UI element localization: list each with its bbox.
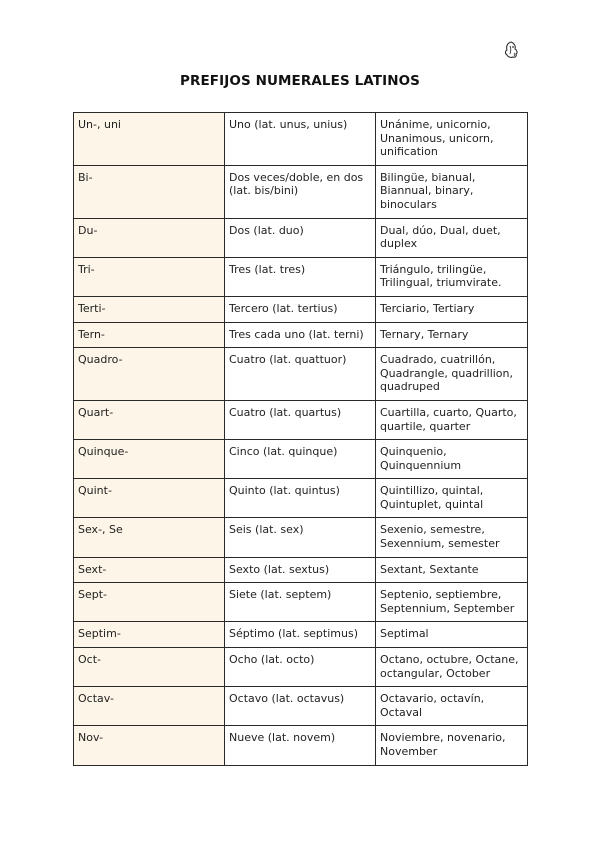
page-title: PREFIJOS NUMERALES LATINOS (179, 73, 421, 89)
meaning-cell: Cinco (lat. quinque) (225, 440, 376, 479)
meaning-cell: Tercero (lat. tertius) (225, 296, 376, 322)
table-row (74, 622, 528, 648)
examples-cell: Triángulo, trilingüe, Trilingual, triumvirate. (376, 257, 528, 296)
prefix-cell: Sept- (74, 583, 225, 622)
table-row (74, 113, 528, 166)
prefix-cell: Quart- (74, 400, 225, 439)
table-body (74, 113, 528, 766)
meaning-cell: Seis (lat. sex) (225, 518, 376, 557)
table-row (74, 518, 528, 557)
examples-cell: Terciario, Tertiary (376, 296, 528, 322)
meaning-cell: Cuatro (lat. quartus) (225, 400, 376, 439)
table-row (74, 400, 528, 439)
examples-cell: Octano, octubre, Octane, octangular, October (376, 648, 528, 687)
examples-cell: Septimal (376, 622, 528, 648)
table-row (74, 583, 528, 622)
meaning-cell: Siete (lat. septem) (225, 583, 376, 622)
table-row (74, 648, 528, 687)
examples-cell: Bilingüe, bianual, Biannual, binary, binoculars (376, 165, 528, 218)
examples-cell: Dual, dúo, Dual, duet, duplex (376, 218, 528, 257)
examples-cell: Quinquenio, Quinquennium (376, 440, 528, 479)
prefix-cell: Octav- (74, 687, 225, 726)
table-row (74, 687, 528, 726)
examples-cell: Septenio, septiembre, Septennium, September (376, 583, 528, 622)
examples-cell: Noviembre, novenario, November (376, 726, 528, 765)
examples-cell: Sexenio, semestre, Sexennium, semester (376, 518, 528, 557)
meaning-cell: Octavo (lat. octavus) (225, 687, 376, 726)
prefix-cell: Sex-, Se (74, 518, 225, 557)
prefix-cell: Terti- (74, 296, 225, 322)
meaning-cell: Quinto (lat. quintus) (225, 479, 376, 518)
prefix-cell: Un-, uni (74, 113, 225, 166)
table-row (74, 218, 528, 257)
meaning-cell: Cuatro (lat. quattuor) (225, 348, 376, 401)
table-row (74, 322, 528, 348)
quill-bird-icon (502, 40, 520, 60)
table-row (74, 479, 528, 518)
prefix-cell: Oct- (74, 648, 225, 687)
examples-cell: Sextant, Sextante (376, 557, 528, 583)
prefix-cell: Nov- (74, 726, 225, 765)
meaning-cell: Nueve (lat. novem) (225, 726, 376, 765)
meaning-cell: Dos (lat. duo) (225, 218, 376, 257)
examples-cell: Unánime, unicornio, Unanimous, unicorn, unification (376, 113, 528, 166)
table-row (74, 296, 528, 322)
table-row (74, 557, 528, 583)
table-row (74, 165, 528, 218)
prefix-table (73, 112, 528, 766)
examples-cell: Cuartilla, cuarto, Quarto, quartile, quarter (376, 400, 528, 439)
table-row (74, 726, 528, 765)
prefix-cell: Quinque- (74, 440, 225, 479)
meaning-cell: Ocho (lat. octo) (225, 648, 376, 687)
prefix-cell: Tri- (74, 257, 225, 296)
meaning-cell: Sexto (lat. sextus) (225, 557, 376, 583)
meaning-cell: Séptimo (lat. septimus) (225, 622, 376, 648)
meaning-cell: Tres cada uno (lat. terni) (225, 322, 376, 348)
table-row (74, 257, 528, 296)
prefix-cell: Septim- (74, 622, 225, 648)
examples-cell: Cuadrado, cuatrillón, Quadrangle, quadrillion, quadruped (376, 348, 528, 401)
examples-cell: Quintillizo, quintal, Quintuplet, quintal (376, 479, 528, 518)
prefix-cell: Du- (74, 218, 225, 257)
table-row (74, 348, 528, 401)
prefix-cell: Quint- (74, 479, 225, 518)
prefix-cell: Bi- (74, 165, 225, 218)
meaning-cell: Tres (lat. tres) (225, 257, 376, 296)
prefix-cell: Sext- (74, 557, 225, 583)
meaning-cell: Uno (lat. unus, unius) (225, 113, 376, 166)
prefix-cell: Quadro- (74, 348, 225, 401)
prefix-cell: Tern- (74, 322, 225, 348)
examples-cell: Ternary, Ternary (376, 322, 528, 348)
meaning-cell: Dos veces/doble, en dos (lat. bis/bini) (225, 165, 376, 218)
examples-cell: Octavario, octavín, Octaval (376, 687, 528, 726)
table-row (74, 440, 528, 479)
